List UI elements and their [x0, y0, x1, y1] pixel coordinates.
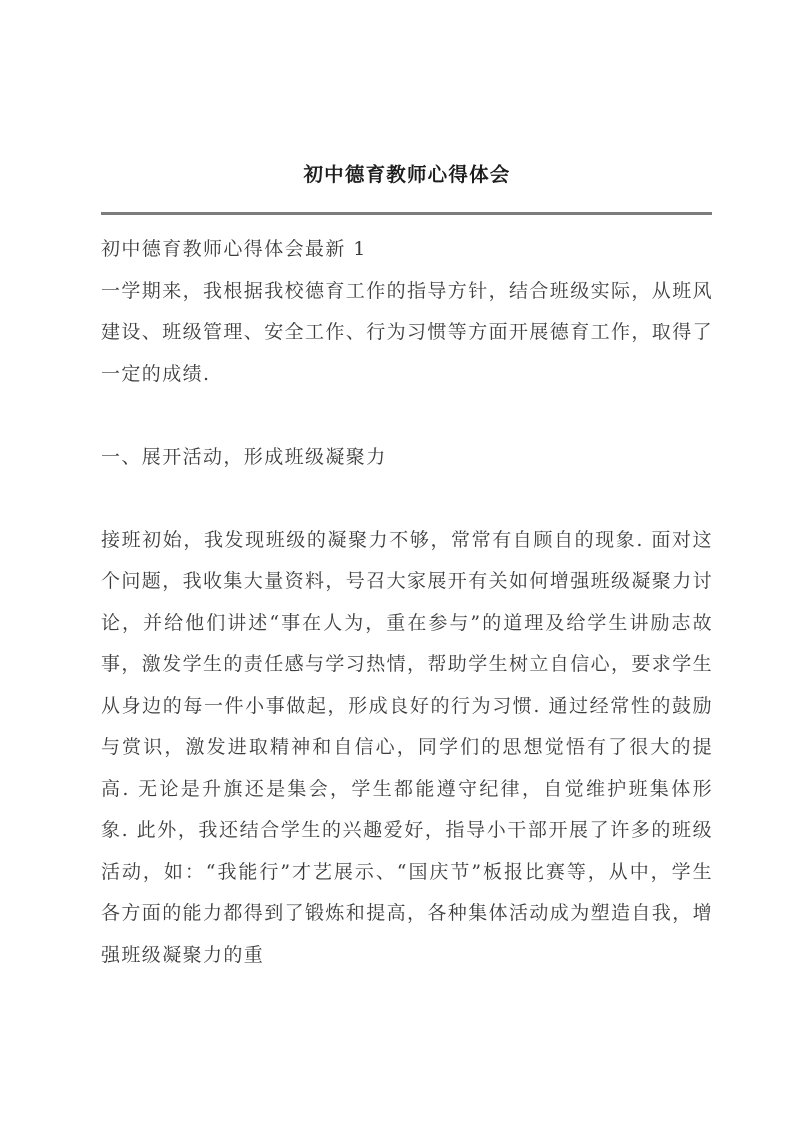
intro-paragraph: 一学期来，我根据我校德育工作的指导方针，结合班级实际，从班风建设、班级管理、安全工作、行为习惯等方面开展德育工作，取得了一定的成绩. — [101, 279, 714, 385]
page-title: 初中德育教师心得体会 — [303, 163, 511, 186]
document-content — [101, 160, 713, 976]
document-body — [101, 229, 713, 976]
heading-spacer — [101, 478, 713, 520]
section-heading-one: 一、展开活动，形成班级凝聚力 — [101, 445, 387, 468]
paragraph-spacer — [101, 395, 713, 437]
body-paragraph: 接班初始，我发现班级的凝聚力不够，常常有自顾自的现象. 面对这个问题，我收集大量资料，号召大家展开有关如何增强班级凝聚力讨论，并给他们讲述“事在人为，重在参与”的道理及给学生讲励志故事，激发学生的责任感与学习热情，帮助学生树立自信心，要求学生从身边的每一件小事做起，形成良好的行为习惯. 通过经常性的鼓励与赏识，激发进取精神和自信心，同学们的思想觉悟有了很大的提高. 无论是升旗还是集会，学生都能遵守纪律，自觉维护班集体形象. 此外，我还结合学生的兴趣爱好，指导小干部开展了许多的班级活动，如：“我能行”才艺展示、“国庆节”板报比赛等，从中，学生各方面的能力都得到了锻炼和提高，各种集体活动成为塑造自我，增强班级凝聚力的重 — [101, 528, 714, 966]
title-divider — [101, 212, 712, 215]
document-subtitle: 初中德育教师心得体会最新 1 — [101, 238, 367, 260]
